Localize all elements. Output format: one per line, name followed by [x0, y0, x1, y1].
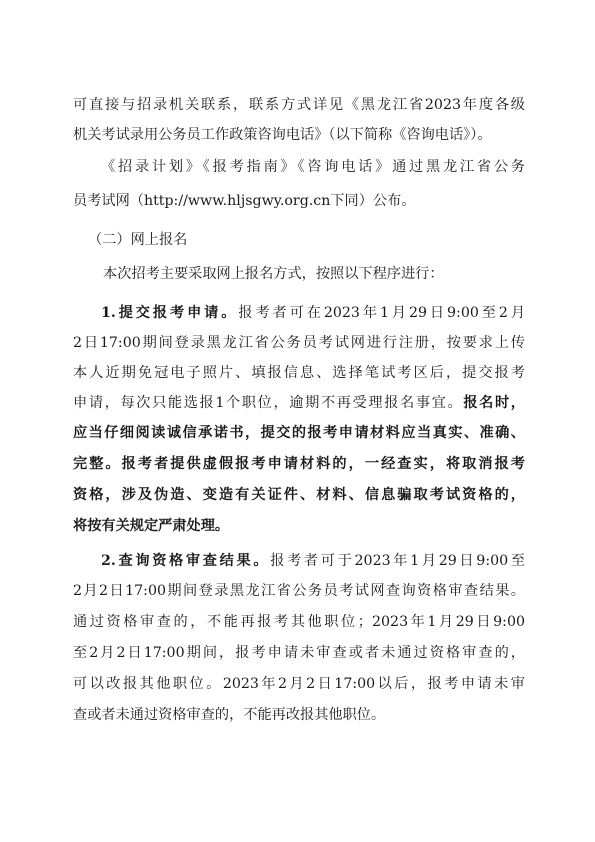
- step-1-line-6: 完整。报考者提供虚假报考申请材料的，一经查实，将取消报考: [73, 456, 525, 472]
- step-2-line-2: 2月2日17:00期间登录黑龙江省公务员考试网查询资格审查结果。: [73, 583, 525, 599]
- step-2-line-5: 可以改报其他职位。2023年2月2日17:00以后，报考申请未审: [73, 676, 525, 692]
- paragraph-2-line-1: 《招录计划》《报考指南》《咨询电话》通过黑龙江省公务: [101, 159, 525, 175]
- step-1-line-4-bold: 报名时，: [463, 395, 525, 411]
- step-2-line-6: 查或者未通过资格审查的，不能再改报其他职位。: [73, 707, 386, 723]
- section-heading-online-registration: （二）网上报名: [88, 232, 188, 248]
- step-1-line-4-text: 申请，每次只能选报1个职位，逾期不再受理报名事宜。: [73, 395, 464, 411]
- step-2-line-4: 至2月2日17:00期间，报考申请未审查或者未通过资格审查的，: [73, 645, 525, 661]
- paragraph-1-line-2: 机关考试录用公务员工作政策咨询电话》（以下简称《咨询电话》）。: [73, 127, 492, 143]
- step-1-line-4: [73, 392, 525, 416]
- step-2-line-1-text: 报考者可于2023年1月29日9:00至: [270, 553, 525, 569]
- step-2-title: 2.查询资格审查结果。: [101, 553, 271, 569]
- step-1-line-1-text: 报考者可在2023年1月29日9:00至2月: [238, 305, 525, 321]
- step-1-line-2: 2日17:00期间登录黑龙江省公务员考试网进行注册，按要求上传: [73, 335, 525, 351]
- step-2-line-1: [101, 550, 525, 574]
- paragraph-2-line-2: 员考试网（http://www.hljsgwy.org.cn下同）公布。: [73, 193, 416, 209]
- step-1-line-5: 应当仔细阅读诚信承诺书，提交的报考申请材料应当真实、准确、: [73, 425, 525, 441]
- step-2-line-3: 通过资格审查的，不能再报考其他职位；2023年1月29日9:00: [73, 614, 525, 630]
- step-1-line-8: 将按有关规定严肃处理。: [73, 518, 230, 534]
- step-1-line-1: [101, 302, 525, 326]
- step-1-title: 1.提交报考申请。: [101, 305, 239, 321]
- paragraph-3: 本次招考主要采取网上报名方式，按照以下程序进行：: [103, 266, 444, 282]
- paragraph-1-line-1: 可直接与招录机关联系，联系方式详见《黑龙江省2023年度各级: [73, 97, 525, 113]
- step-1-line-3: 本人近期免冠电子照片、填报信息、选择笔试考区后，提交报考: [73, 365, 525, 381]
- step-1-line-7: 资格，涉及伪造、变造有关证件、材料、信息骗取考试资格的，: [73, 487, 525, 503]
